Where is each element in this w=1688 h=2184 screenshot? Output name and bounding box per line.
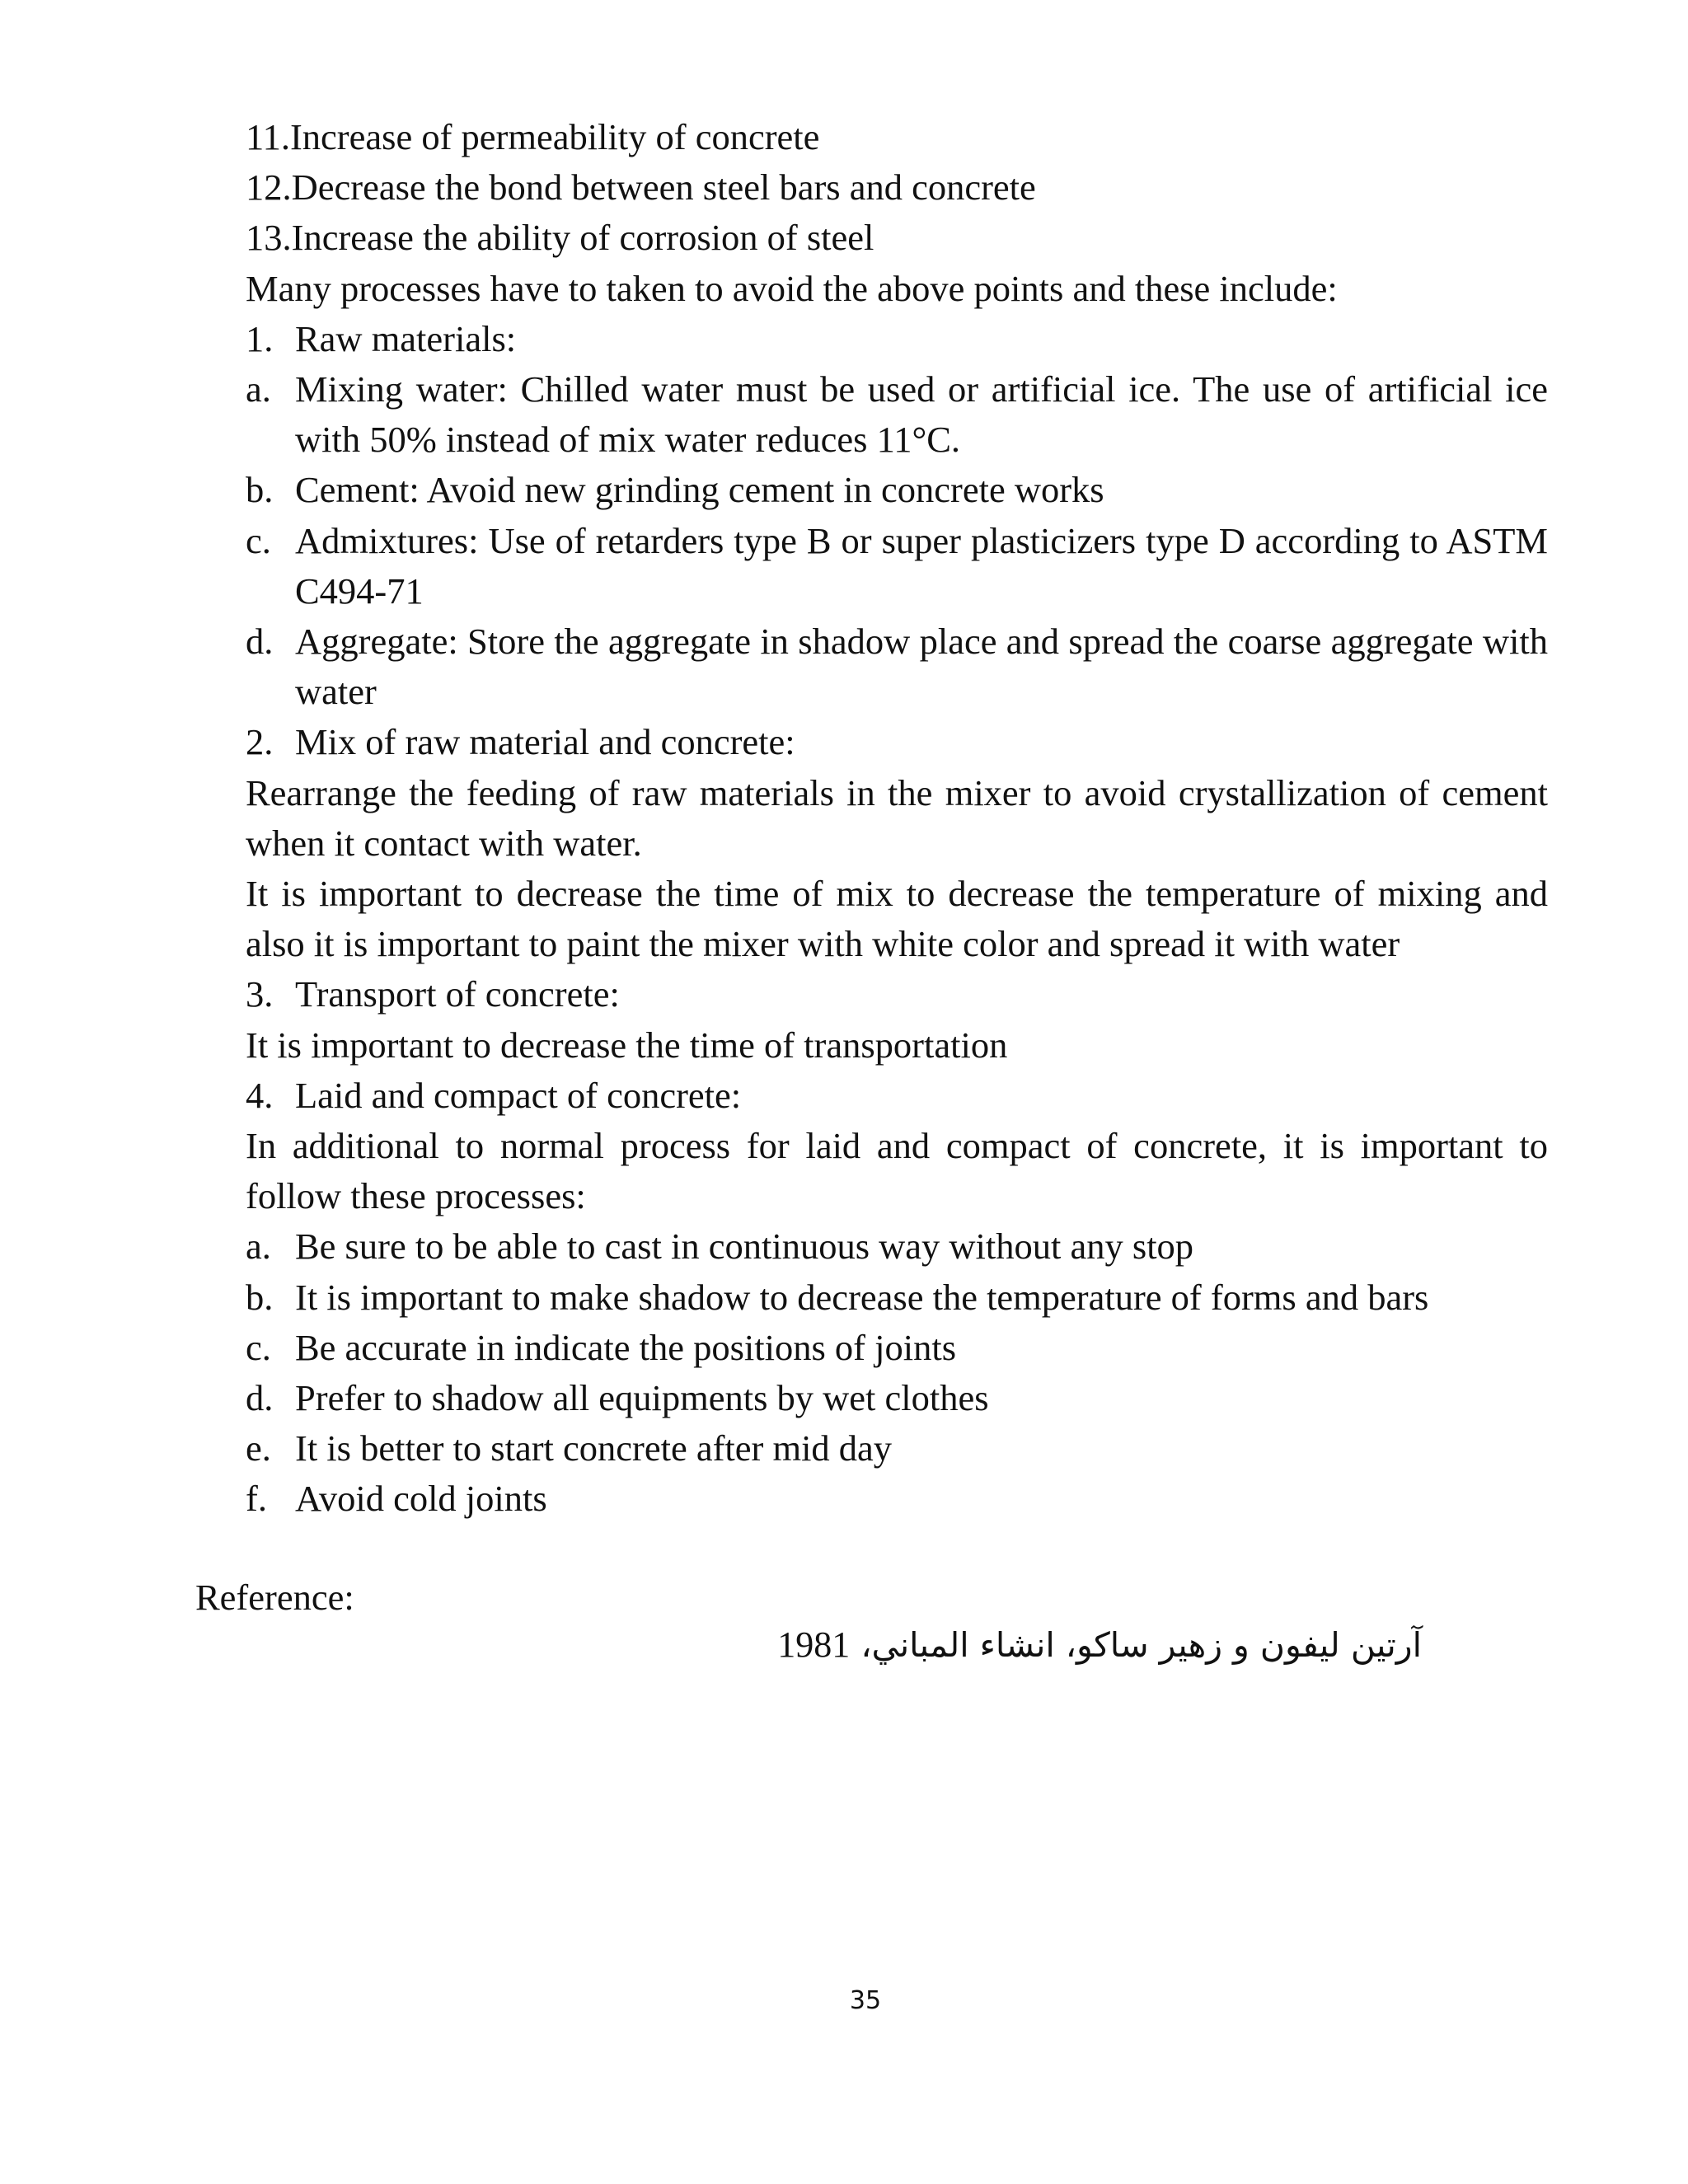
list-item	[246, 112, 1548, 162]
list-item	[246, 1423, 1548, 1474]
list-item-text: Raw materials:	[295, 317, 517, 359]
list-marker: a.	[246, 1226, 271, 1268]
list-item	[246, 162, 1548, 213]
list-item-text: Mix of raw material and concrete:	[295, 721, 795, 763]
list-item-text: Avoid cold joints	[295, 1478, 547, 1520]
list-marker: 2.	[246, 721, 274, 763]
list-item-text: Be sure to be able to cast in continuous way without any stop	[295, 1226, 1194, 1268]
list-item-text: Decrease the bond between steel bars and concrete	[291, 166, 1036, 209]
list-marker: d.	[246, 621, 274, 663]
reference-entry-year: 1981	[777, 1624, 851, 1665]
list-item-text: Laid and compact of concrete:	[295, 1074, 742, 1116]
list-item-text: Prefer to shadow all equipments by wet clothes	[295, 1377, 989, 1419]
list-item-text: It is important to make shadow to decrease the temperature of forms and bars	[295, 1276, 1429, 1318]
list-item	[246, 1071, 1548, 1121]
paragraph: Many processes have to taken to avoid the above points and these include:	[246, 267, 1338, 309]
list-item-text: Be accurate in indicate the positions of joints	[295, 1326, 957, 1368]
reference-heading: Reference:	[195, 1577, 354, 1618]
list-item	[246, 969, 1548, 1019]
list-item-text: Increase of permeability of concrete	[289, 116, 820, 157]
list-item-text: Aggregate: Store the aggregate in shadow place and spread the coarse aggregate with water	[295, 621, 1548, 713]
paragraph: In additional to normal process for laid and compact of concrete, it is important to follow these processes:	[246, 1125, 1548, 1217]
list-item-text: It is better to start concrete after mid day	[295, 1427, 893, 1469]
list-marker: a.	[246, 368, 271, 410]
page-number: 35	[849, 1986, 882, 2015]
list-item	[246, 1373, 1548, 1423]
list-marker: d.	[246, 1377, 274, 1419]
paragraph: It is important to decrease the time of transportation	[246, 1024, 1008, 1066]
reference-entry-text: آرتين ليفون و زهير ساكو، انشاء المباني،	[850, 1625, 1422, 1665]
list-marker: 4.	[246, 1074, 274, 1116]
list-marker: b.	[246, 469, 274, 511]
list-marker: e.	[246, 1427, 271, 1469]
list-item-text: Admixtures: Use of retarders type B or super plasticizers type D according to ASTM C494-71	[295, 519, 1548, 612]
list-item	[246, 516, 1548, 616]
list-marker: 3.	[246, 973, 274, 1015]
list-marker: c.	[246, 519, 271, 561]
list-item-text: Cement: Avoid new grinding cement in concrete works	[295, 469, 1104, 511]
document-body	[246, 112, 1548, 1525]
list-item	[246, 465, 1548, 515]
list-marker: 12.	[246, 166, 292, 209]
reference-entry	[777, 1619, 1422, 1671]
list-item	[246, 1474, 1548, 1524]
list-marker: c.	[246, 1326, 271, 1368]
list-item	[246, 364, 1548, 465]
list-item	[246, 1323, 1548, 1373]
list-item	[246, 1221, 1548, 1272]
list-marker: 1.	[246, 317, 274, 359]
list-marker: 13.	[246, 217, 292, 259]
paragraph: Rearrange the feeding of raw materials in the mixer to avoid crystallization of cement when it contact with water.	[246, 771, 1548, 864]
list-item-text: Increase the ability of corrosion of steel	[291, 217, 874, 259]
list-item	[246, 1272, 1548, 1323]
list-item	[246, 213, 1548, 263]
paragraph: It is important to decrease the time of mix to decrease the temperature of mixing and also it is important to paint the mixer with white color and spread it with water	[246, 873, 1548, 965]
list-item	[246, 616, 1548, 717]
list-marker: f.	[246, 1478, 267, 1520]
list-marker: b.	[246, 1276, 274, 1318]
list-item	[246, 717, 1548, 767]
list-item-text: Transport of concrete:	[295, 973, 620, 1015]
list-item-text: Mixing water: Chilled water must be used or artificial ice. The use of artificial ice with 50% instead of mix water reduces 11°C.	[295, 368, 1548, 461]
list-marker: 11.	[246, 116, 290, 157]
list-item	[246, 314, 1548, 364]
